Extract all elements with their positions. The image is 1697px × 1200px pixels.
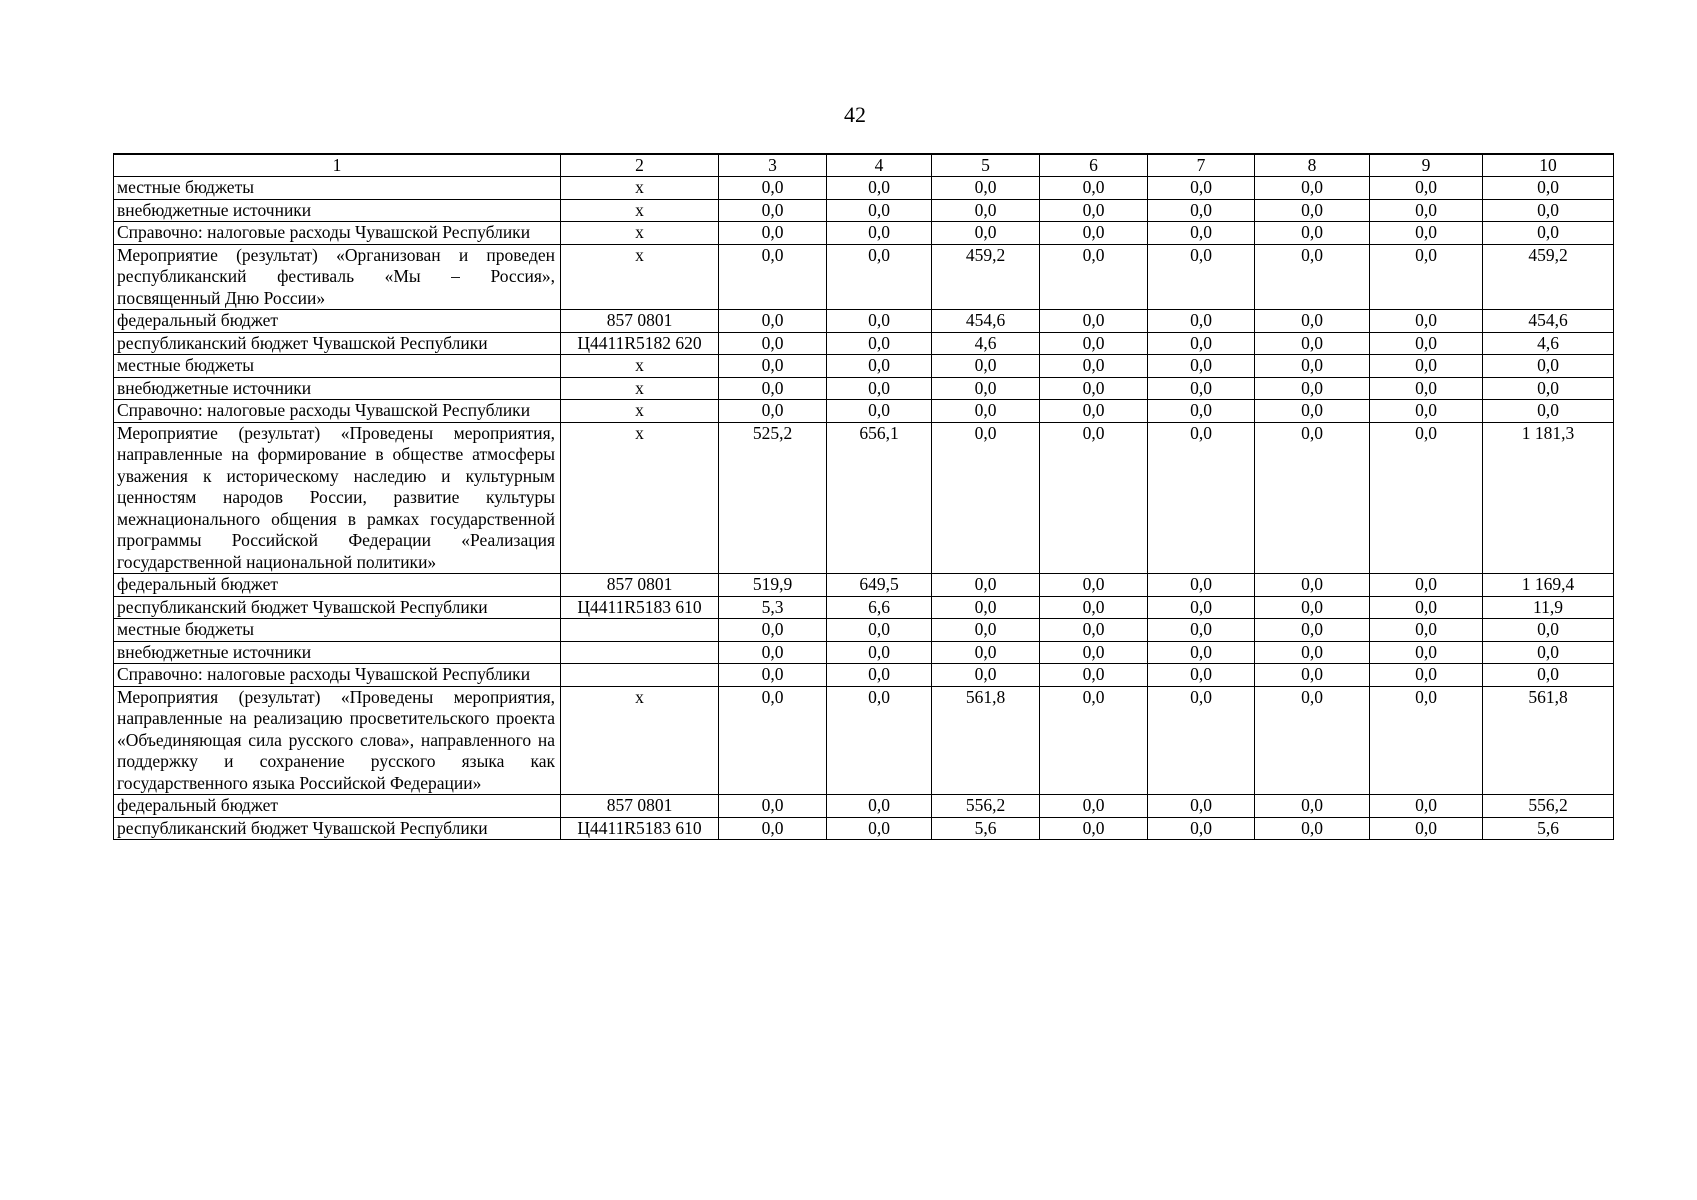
value-cell-col-10: 561,8: [1483, 686, 1614, 795]
value-cell-col-6: 0,0: [1040, 332, 1148, 355]
value-cell-col-9: 0,0: [1370, 664, 1483, 687]
row-name-cell: внебюджетные источники: [114, 641, 561, 664]
value-cell-col-5: 556,2: [932, 795, 1040, 818]
value-cell-col-5: 0,0: [932, 596, 1040, 619]
value-cell-col-9: 0,0: [1370, 400, 1483, 423]
value-cell-col-7: 0,0: [1148, 244, 1255, 310]
row-name-cell: Справочно: налоговые расходы Чувашской Республики: [114, 400, 561, 423]
column-header-2: 2: [561, 154, 719, 177]
table-row: [114, 310, 1614, 333]
row-code-cell: Ц4411R5183 610: [561, 596, 719, 619]
value-cell-col-9: 0,0: [1370, 795, 1483, 818]
value-cell-col-4: 0,0: [827, 400, 932, 423]
row-name-cell: республиканский бюджет Чувашской Республики: [114, 332, 561, 355]
value-cell-col-7: 0,0: [1148, 574, 1255, 597]
row-code-cell: х: [561, 222, 719, 245]
value-cell-col-9: 0,0: [1370, 355, 1483, 378]
table-body: [114, 177, 1614, 840]
value-cell-col-6: 0,0: [1040, 795, 1148, 818]
value-cell-col-6: 0,0: [1040, 244, 1148, 310]
value-cell-col-3: 0,0: [719, 664, 827, 687]
row-name-cell: федеральный бюджет: [114, 574, 561, 597]
value-cell-col-4: 0,0: [827, 222, 932, 245]
value-cell-col-10: 0,0: [1483, 377, 1614, 400]
value-cell-col-10: 0,0: [1483, 199, 1614, 222]
value-cell-col-10: 0,0: [1483, 222, 1614, 245]
value-cell-col-8: 0,0: [1255, 310, 1370, 333]
value-cell-col-7: 0,0: [1148, 817, 1255, 840]
value-cell-col-6: 0,0: [1040, 199, 1148, 222]
value-cell-col-10: 0,0: [1483, 641, 1614, 664]
value-cell-col-5: 0,0: [932, 377, 1040, 400]
value-cell-col-8: 0,0: [1255, 596, 1370, 619]
value-cell-col-6: 0,0: [1040, 222, 1148, 245]
value-cell-col-3: 0,0: [719, 222, 827, 245]
row-code-cell: х: [561, 422, 719, 574]
row-name-cell: республиканский бюджет Чувашской Республики: [114, 596, 561, 619]
value-cell-col-4: 6,6: [827, 596, 932, 619]
value-cell-col-8: 0,0: [1255, 795, 1370, 818]
value-cell-col-8: 0,0: [1255, 400, 1370, 423]
value-cell-col-10: 459,2: [1483, 244, 1614, 310]
value-cell-col-10: 454,6: [1483, 310, 1614, 333]
value-cell-col-7: 0,0: [1148, 686, 1255, 795]
value-cell-col-4: 0,0: [827, 641, 932, 664]
value-cell-col-5: 454,6: [932, 310, 1040, 333]
value-cell-col-6: 0,0: [1040, 377, 1148, 400]
value-cell-col-3: 525,2: [719, 422, 827, 574]
value-cell-col-7: 0,0: [1148, 377, 1255, 400]
value-cell-col-7: 0,0: [1148, 355, 1255, 378]
value-cell-col-6: 0,0: [1040, 400, 1148, 423]
value-cell-col-4: 0,0: [827, 177, 932, 200]
value-cell-col-3: 0,0: [719, 244, 827, 310]
value-cell-col-6: 0,0: [1040, 641, 1148, 664]
value-cell-col-10: 0,0: [1483, 664, 1614, 687]
value-cell-col-5: 4,6: [932, 332, 1040, 355]
column-header-7: 7: [1148, 154, 1255, 177]
row-name-cell: Мероприятия (результат) «Проведены мероприятия, направленные на реализацию просветительского проекта «Объединяющая сила русского слова», направленного на поддержку и сохранение русского языка как государственного языка Российской Федерации»: [114, 686, 561, 795]
value-cell-col-9: 0,0: [1370, 332, 1483, 355]
table-row: [114, 574, 1614, 597]
value-cell-col-6: 0,0: [1040, 355, 1148, 378]
table-row: [114, 817, 1614, 840]
value-cell-col-5: 0,0: [932, 400, 1040, 423]
value-cell-col-4: 0,0: [827, 199, 932, 222]
row-code-cell: х: [561, 177, 719, 200]
table-row: [114, 377, 1614, 400]
value-cell-col-4: 0,0: [827, 619, 932, 642]
table-row: [114, 332, 1614, 355]
table-row: [114, 641, 1614, 664]
value-cell-col-9: 0,0: [1370, 222, 1483, 245]
table-row: [114, 199, 1614, 222]
row-code-cell: Ц4411R5183 610: [561, 817, 719, 840]
page-number: 42: [844, 102, 866, 127]
value-cell-col-3: 0,0: [719, 177, 827, 200]
table-row: [114, 222, 1614, 245]
value-cell-col-4: 0,0: [827, 686, 932, 795]
value-cell-col-4: 0,0: [827, 795, 932, 818]
value-cell-col-7: 0,0: [1148, 400, 1255, 423]
value-cell-col-8: 0,0: [1255, 422, 1370, 574]
value-cell-col-4: 656,1: [827, 422, 932, 574]
budget-table: [113, 153, 1614, 840]
column-header-5: 5: [932, 154, 1040, 177]
value-cell-col-10: 4,6: [1483, 332, 1614, 355]
value-cell-col-9: 0,0: [1370, 619, 1483, 642]
value-cell-col-10: 1 181,3: [1483, 422, 1614, 574]
value-cell-col-5: 0,0: [932, 619, 1040, 642]
value-cell-col-4: 649,5: [827, 574, 932, 597]
value-cell-col-3: 0,0: [719, 400, 827, 423]
column-header-10: 10: [1483, 154, 1614, 177]
table-row: [114, 686, 1614, 795]
value-cell-col-8: 0,0: [1255, 177, 1370, 200]
value-cell-col-8: 0,0: [1255, 817, 1370, 840]
row-code-cell: Ц4411R5182 620: [561, 332, 719, 355]
value-cell-col-8: 0,0: [1255, 664, 1370, 687]
value-cell-col-4: 0,0: [827, 310, 932, 333]
value-cell-col-6: 0,0: [1040, 686, 1148, 795]
table-row: [114, 400, 1614, 423]
table-row: [114, 596, 1614, 619]
value-cell-col-8: 0,0: [1255, 355, 1370, 378]
row-code-cell: [561, 641, 719, 664]
value-cell-col-3: 0,0: [719, 377, 827, 400]
value-cell-col-9: 0,0: [1370, 377, 1483, 400]
column-header-9: 9: [1370, 154, 1483, 177]
value-cell-col-3: 519,9: [719, 574, 827, 597]
table-row: [114, 795, 1614, 818]
value-cell-col-6: 0,0: [1040, 422, 1148, 574]
value-cell-col-3: 0,0: [719, 619, 827, 642]
value-cell-col-3: 0,0: [719, 817, 827, 840]
value-cell-col-4: 0,0: [827, 332, 932, 355]
value-cell-col-5: 0,0: [932, 422, 1040, 574]
value-cell-col-8: 0,0: [1255, 619, 1370, 642]
value-cell-col-3: 5,3: [719, 596, 827, 619]
table-row: [114, 177, 1614, 200]
table-row: [114, 244, 1614, 310]
value-cell-col-8: 0,0: [1255, 641, 1370, 664]
row-code-cell: х: [561, 686, 719, 795]
value-cell-col-4: 0,0: [827, 244, 932, 310]
column-header-8: 8: [1255, 154, 1370, 177]
value-cell-col-9: 0,0: [1370, 199, 1483, 222]
value-cell-col-10: 1 169,4: [1483, 574, 1614, 597]
row-name-cell: федеральный бюджет: [114, 795, 561, 818]
value-cell-col-5: 0,0: [932, 199, 1040, 222]
value-cell-col-3: 0,0: [719, 310, 827, 333]
value-cell-col-3: 0,0: [719, 199, 827, 222]
value-cell-col-6: 0,0: [1040, 574, 1148, 597]
row-name-cell: федеральный бюджет: [114, 310, 561, 333]
value-cell-col-6: 0,0: [1040, 596, 1148, 619]
row-code-cell: [561, 664, 719, 687]
row-name-cell: внебюджетные источники: [114, 377, 561, 400]
value-cell-col-6: 0,0: [1040, 177, 1148, 200]
row-name-cell: республиканский бюджет Чувашской Республики: [114, 817, 561, 840]
value-cell-col-5: 0,0: [932, 574, 1040, 597]
table-row: [114, 422, 1614, 574]
row-name-cell: Мероприятие (результат) «Организован и проведен республиканский фестиваль «Мы – Россия», посвященный Дню России»: [114, 244, 561, 310]
value-cell-col-7: 0,0: [1148, 332, 1255, 355]
value-cell-col-9: 0,0: [1370, 177, 1483, 200]
row-code-cell: х: [561, 355, 719, 378]
value-cell-col-6: 0,0: [1040, 310, 1148, 333]
value-cell-col-5: 0,0: [932, 641, 1040, 664]
value-cell-col-7: 0,0: [1148, 199, 1255, 222]
row-name-cell: местные бюджеты: [114, 177, 561, 200]
value-cell-col-7: 0,0: [1148, 222, 1255, 245]
value-cell-col-9: 0,0: [1370, 596, 1483, 619]
value-cell-col-5: 0,0: [932, 177, 1040, 200]
table-header-row: [114, 154, 1614, 177]
row-code-cell: х: [561, 199, 719, 222]
row-name-cell: внебюджетные источники: [114, 199, 561, 222]
value-cell-col-7: 0,0: [1148, 619, 1255, 642]
value-cell-col-5: 561,8: [932, 686, 1040, 795]
row-name-cell: Мероприятие (результат) «Проведены мероприятия, направленные на формирование в обществе атмосферы уважения к историческому наследию и культурным ценностям народов России, развитие культуры межнационального общения в рамках государственной программы Российской Федерации «Реализация государственной национальной политики»: [114, 422, 561, 574]
value-cell-col-6: 0,0: [1040, 817, 1148, 840]
value-cell-col-5: 5,6: [932, 817, 1040, 840]
value-cell-col-7: 0,0: [1148, 177, 1255, 200]
value-cell-col-3: 0,0: [719, 332, 827, 355]
value-cell-col-4: 0,0: [827, 355, 932, 378]
row-code-cell: х: [561, 244, 719, 310]
column-header-6: 6: [1040, 154, 1148, 177]
value-cell-col-10: 0,0: [1483, 619, 1614, 642]
value-cell-col-5: 0,0: [932, 222, 1040, 245]
value-cell-col-5: 0,0: [932, 355, 1040, 378]
value-cell-col-9: 0,0: [1370, 422, 1483, 574]
value-cell-col-4: 0,0: [827, 664, 932, 687]
table-row: [114, 355, 1614, 378]
row-name-cell: Справочно: налоговые расходы Чувашской Республики: [114, 664, 561, 687]
value-cell-col-9: 0,0: [1370, 686, 1483, 795]
value-cell-col-10: 11,9: [1483, 596, 1614, 619]
value-cell-col-10: 0,0: [1483, 400, 1614, 423]
value-cell-col-6: 0,0: [1040, 619, 1148, 642]
value-cell-col-7: 0,0: [1148, 310, 1255, 333]
value-cell-col-10: 0,0: [1483, 177, 1614, 200]
value-cell-col-7: 0,0: [1148, 641, 1255, 664]
row-code-cell: 857 0801: [561, 795, 719, 818]
value-cell-col-3: 0,0: [719, 641, 827, 664]
value-cell-col-8: 0,0: [1255, 332, 1370, 355]
value-cell-col-5: 0,0: [932, 664, 1040, 687]
value-cell-col-4: 0,0: [827, 817, 932, 840]
value-cell-col-8: 0,0: [1255, 222, 1370, 245]
table-row: [114, 664, 1614, 687]
row-code-cell: 857 0801: [561, 574, 719, 597]
row-name-cell: местные бюджеты: [114, 355, 561, 378]
value-cell-col-4: 0,0: [827, 377, 932, 400]
column-header-1: 1: [114, 154, 561, 177]
value-cell-col-10: 5,6: [1483, 817, 1614, 840]
value-cell-col-7: 0,0: [1148, 596, 1255, 619]
value-cell-col-8: 0,0: [1255, 377, 1370, 400]
value-cell-col-9: 0,0: [1370, 244, 1483, 310]
value-cell-col-9: 0,0: [1370, 310, 1483, 333]
row-code-cell: х: [561, 377, 719, 400]
value-cell-col-10: 0,0: [1483, 355, 1614, 378]
row-name-cell: местные бюджеты: [114, 619, 561, 642]
value-cell-col-9: 0,0: [1370, 641, 1483, 664]
value-cell-col-7: 0,0: [1148, 664, 1255, 687]
table-row: [114, 619, 1614, 642]
value-cell-col-10: 556,2: [1483, 795, 1614, 818]
row-code-cell: х: [561, 400, 719, 423]
row-code-cell: 857 0801: [561, 310, 719, 333]
value-cell-col-8: 0,0: [1255, 686, 1370, 795]
value-cell-col-5: 459,2: [932, 244, 1040, 310]
value-cell-col-9: 0,0: [1370, 817, 1483, 840]
value-cell-col-3: 0,0: [719, 795, 827, 818]
value-cell-col-8: 0,0: [1255, 244, 1370, 310]
value-cell-col-7: 0,0: [1148, 422, 1255, 574]
row-code-cell: [561, 619, 719, 642]
column-header-3: 3: [719, 154, 827, 177]
value-cell-col-3: 0,0: [719, 355, 827, 378]
column-header-4: 4: [827, 154, 932, 177]
value-cell-col-6: 0,0: [1040, 664, 1148, 687]
value-cell-col-8: 0,0: [1255, 199, 1370, 222]
value-cell-col-9: 0,0: [1370, 574, 1483, 597]
value-cell-col-7: 0,0: [1148, 795, 1255, 818]
value-cell-col-8: 0,0: [1255, 574, 1370, 597]
row-name-cell: Справочно: налоговые расходы Чувашской Республики: [114, 222, 561, 245]
value-cell-col-3: 0,0: [719, 686, 827, 795]
